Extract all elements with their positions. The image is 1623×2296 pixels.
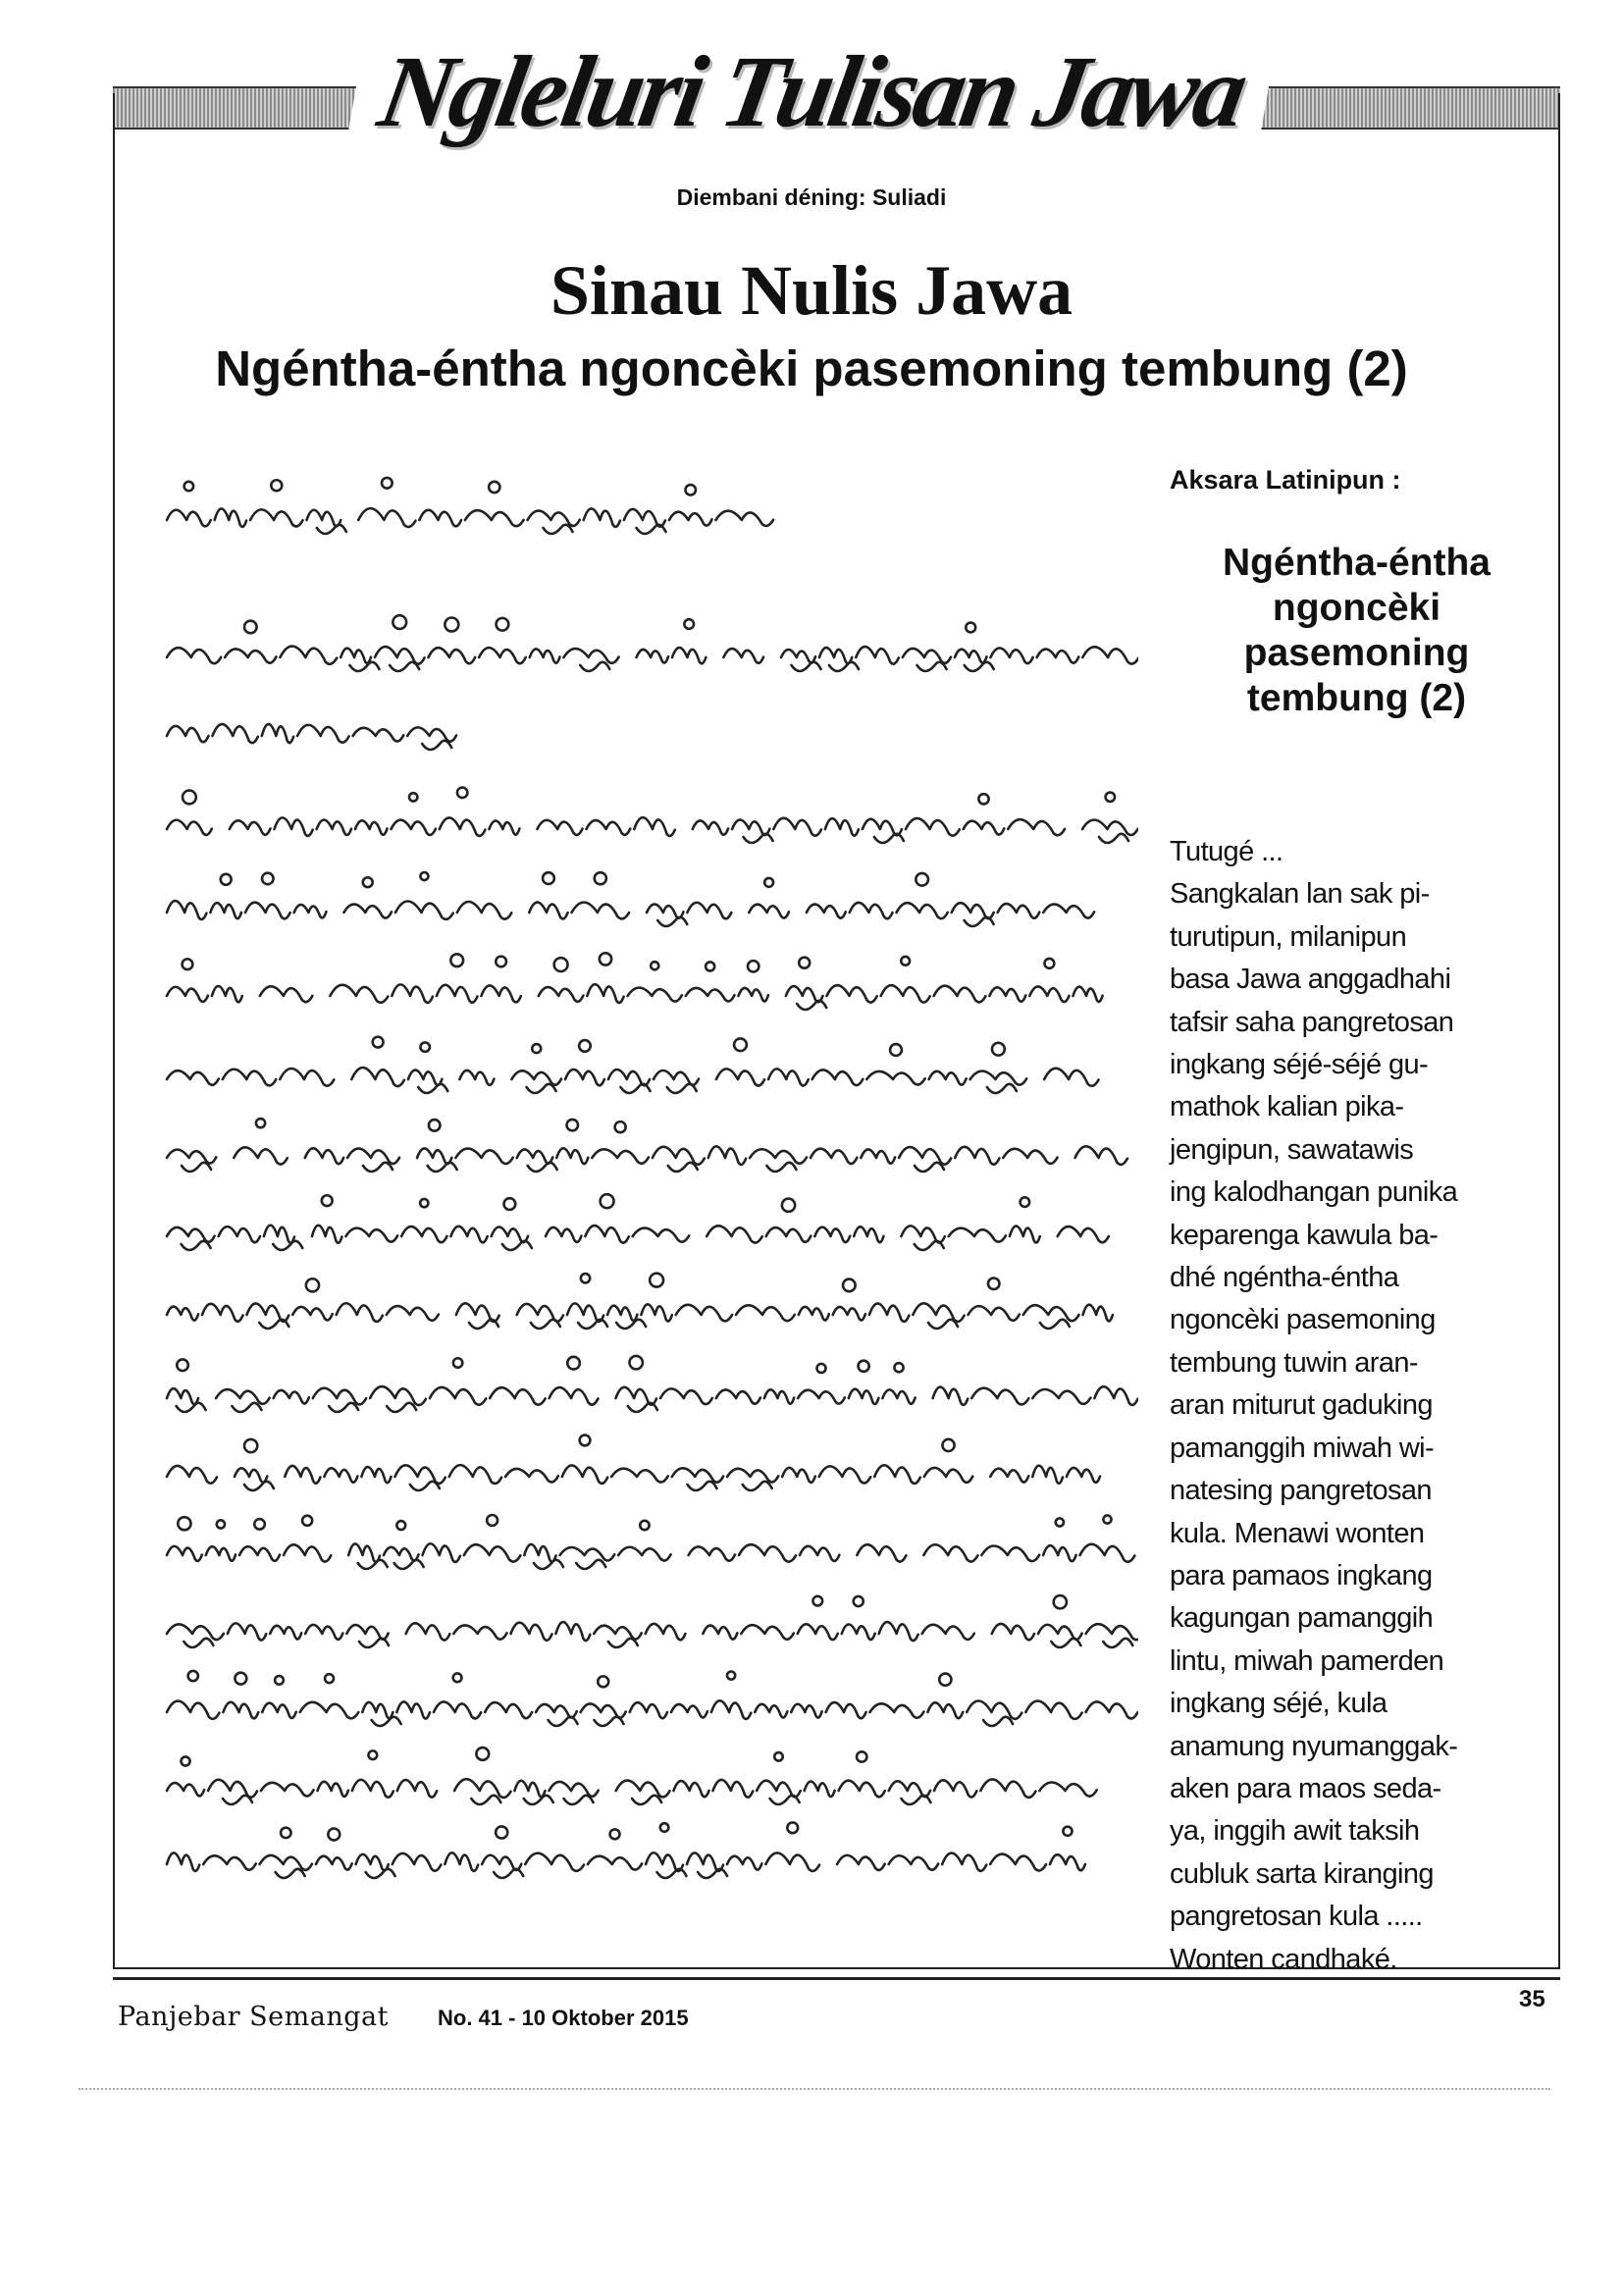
body-line: para pamaos ingkang [1170,1559,1433,1592]
body-line: pangretosan kula ..... [1170,1901,1423,1933]
body-line: kula. Menawi wonten [1170,1517,1425,1549]
body-line: tafsir saha pangretosan [1170,1006,1454,1038]
body-line: ingkang séjé, kula [1170,1688,1387,1720]
magazine-name: Panjebar Semangat [118,2002,389,2032]
body-line: mathok kalian pika- [1170,1091,1404,1123]
body-line: turutipun, milanipun [1170,920,1407,953]
editor-credit: Diembani déning: Suliadi [676,184,947,210]
body-line: natesing pangretosan [1170,1475,1432,1507]
scan-artifact [79,2088,1550,2090]
page-number: 35 [1519,1986,1545,2012]
body-line: anamung nyumanggak- [1170,1730,1458,1762]
footer-rule [113,1977,1560,1980]
javanese-script-icon [157,461,1138,1933]
body-line: lintu, miwah pamerden [1170,1644,1444,1677]
body-line: basa Jawa anggadhahi [1170,964,1451,996]
body-line: kagungan pamanggih [1170,1602,1434,1635]
body-line: Sangkalan lan sak pi- [1170,878,1430,911]
latin-body [1170,831,1508,1981]
article-subtitle: Ngéntha-éntha ngoncèki pasemoning tembung (2) [215,340,1408,396]
body-line: pamanggih miwah wi- [1170,1432,1435,1464]
body-line: keparenga kawula ba- [1170,1219,1439,1251]
body-line: ingkang séjé-séjé gu- [1170,1049,1429,1081]
column-title: Ngleluri Tulisan Jawa [0,41,1623,143]
body-line: jengipun, sawatawis [1170,1133,1414,1166]
latin-title-line: ngoncèki [1272,587,1441,629]
latin-title [1170,541,1508,721]
body-line: aken para maos seda- [1170,1772,1441,1804]
body-line: tembung tuwin aran- [1170,1346,1418,1379]
body-line: cubluk sarta kiranging [1170,1857,1434,1890]
body-line: Tutugé ... [1170,836,1283,867]
body-line: ngoncèki pasemoning [1170,1304,1436,1336]
body-line: Wonten candhaké. [1170,1943,1397,1975]
latin-title-line: pasemoning [1243,632,1470,674]
article-title: Sinau Nulis Jawa [550,251,1073,330]
body-line: dhé ngéntha-éntha [1170,1262,1399,1294]
javanese-script-handwriting [157,461,1138,1933]
latin-title-line: tembung (2) [1246,677,1467,719]
body-line: aran miturut gaduking [1170,1389,1433,1422]
aksara-label: Aksara Latinipun : [1170,465,1401,495]
issue-info: No. 41 - 10 Oktober 2015 [438,2006,689,2030]
body-line: ya, inggih awit taksih [1170,1815,1420,1848]
latin-title-line: Ngéntha-éntha [1223,542,1491,584]
latin-column [1170,465,1508,1981]
body-line: ing kalodhangan punika [1170,1176,1458,1209]
